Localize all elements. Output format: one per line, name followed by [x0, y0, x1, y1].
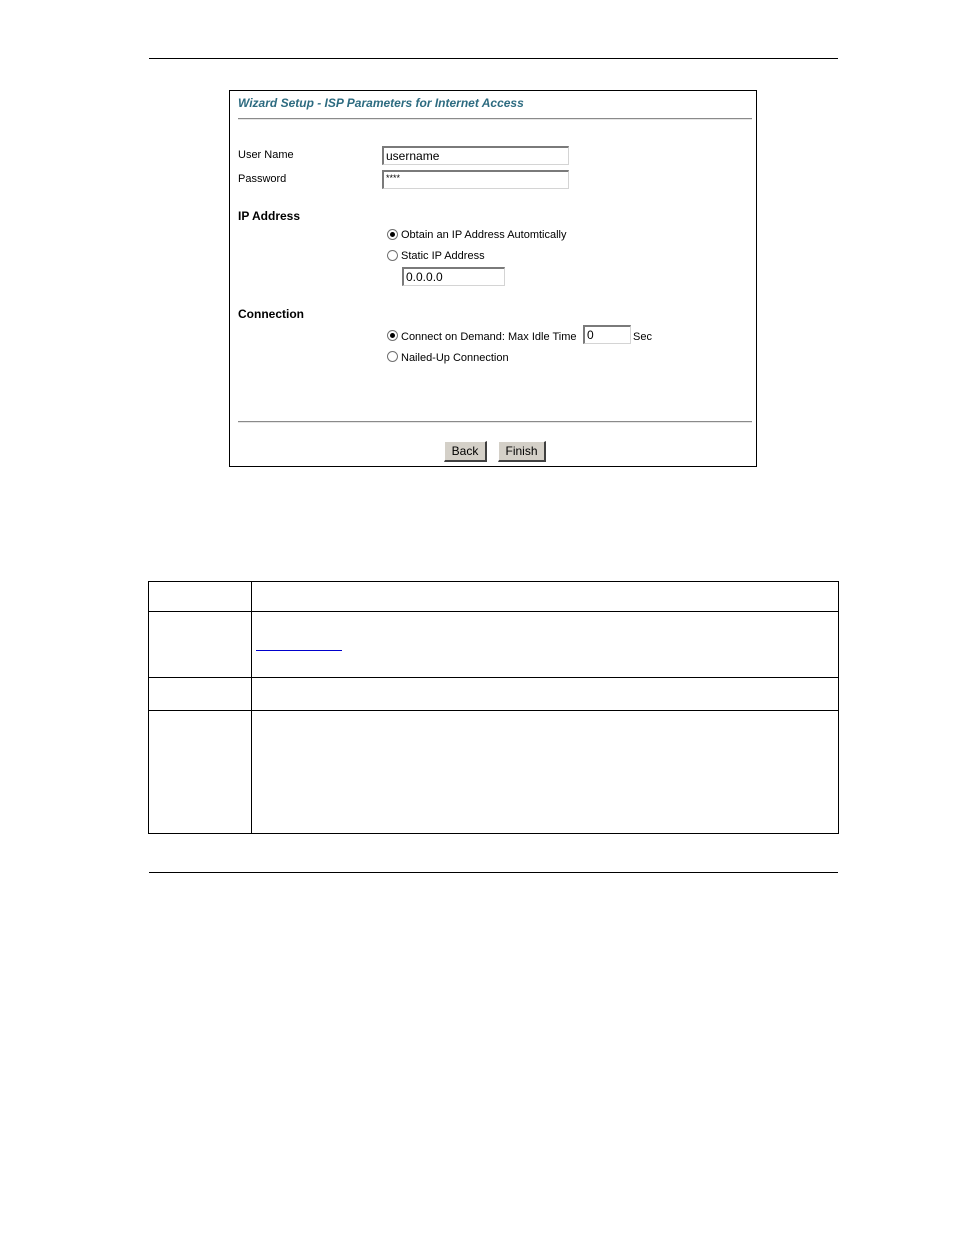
title-separator: [238, 118, 752, 120]
user-name-label: User Name: [238, 149, 294, 161]
table-cell: [149, 612, 252, 678]
table-cell: [252, 612, 839, 678]
radio-connect-on-demand[interactable]: [387, 330, 398, 341]
radio-obtain-ip-auto[interactable]: [387, 229, 398, 240]
table-row: [149, 678, 839, 711]
radio-static-ip[interactable]: [387, 250, 398, 261]
ip-address-heading: IP Address: [238, 209, 301, 223]
link-underline[interactable]: [256, 650, 342, 651]
table-row: [149, 612, 839, 678]
connection-heading: Connection: [238, 307, 304, 321]
radio-selected-dot: [390, 333, 395, 338]
table-cell: [252, 678, 839, 711]
max-idle-time-input[interactable]: 0: [583, 325, 631, 344]
password-input[interactable]: ****: [382, 170, 569, 189]
buttons-separator: [238, 421, 752, 423]
table-cell: [149, 582, 252, 612]
finish-button[interactable]: Finish: [498, 441, 546, 462]
table-cell: [149, 711, 252, 834]
static-ip-label: Static IP Address: [401, 250, 485, 262]
table-cell: [149, 678, 252, 711]
nailed-up-label: Nailed-Up Connection: [401, 352, 509, 364]
radio-selected-dot: [390, 232, 395, 237]
radio-nailed-up[interactable]: [387, 351, 398, 362]
table-cell: [252, 582, 839, 612]
wizard-title: Wizard Setup - ISP Parameters for Internet Access: [238, 96, 524, 110]
connect-on-demand-label: Connect on Demand: Max Idle Time: [401, 331, 577, 343]
table-row: [149, 711, 839, 834]
password-label: Password: [238, 173, 287, 185]
static-ip-input[interactable]: 0.0.0.0: [402, 267, 505, 286]
wizard-panel: [229, 90, 757, 467]
back-button[interactable]: Back: [444, 441, 487, 462]
table-row: [149, 582, 839, 612]
description-table: [148, 581, 839, 834]
page-bottom-rule: [149, 872, 838, 873]
table-cell: [252, 711, 839, 834]
page-top-rule: [149, 58, 838, 59]
user-name-input[interactable]: username: [382, 146, 569, 165]
obtain-ip-auto-label: Obtain an IP Address Automtically: [401, 229, 567, 241]
idle-time-unit: Sec: [633, 331, 652, 343]
